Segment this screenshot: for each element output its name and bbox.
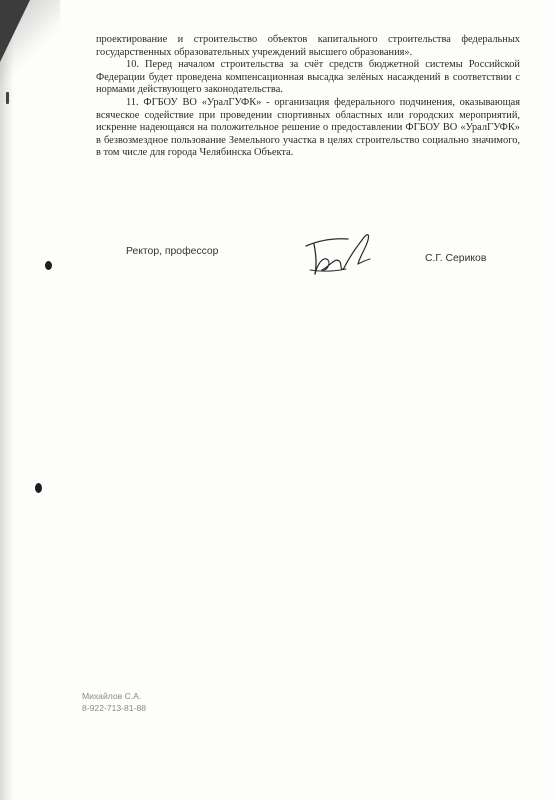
executor-name: Михайлов С.А. — [82, 691, 142, 701]
handwritten-signature — [300, 226, 380, 282]
paragraph-item-11: 11. ФГБОУ ВО «УралГУФК» - организация федерального подчинения, оказывающая всяческое содействие при проведении спортивных областных или городских мероприятий, искренне надеющаяся на положительное решение о предоставлении ФГБОУ ВО «УралГУФК» в безвозмездное пользование Земельного участка в целях строительство социально значимого, в том числе для города Челябинска Объекта. — [96, 96, 520, 159]
letter-body — [96, 34, 520, 160]
hole-punch-mark — [35, 483, 42, 493]
signatory-name: С.Г. Сериков — [425, 253, 487, 264]
signatory-title: Ректор, профессор — [126, 246, 219, 257]
executor-info — [82, 690, 146, 714]
scan-edge-shadow — [0, 0, 14, 800]
paragraph-item-10: 10. Перед началом строительства за счёт средств бюджетной системы Российской Федерации будет проведена компенсационная высадка зелёных насаждений в соответствии с нормами действующего законодательства. — [96, 59, 520, 96]
scan-speck — [6, 92, 9, 104]
folded-corner — [0, 0, 30, 62]
hole-punch-mark — [45, 261, 52, 270]
paragraph-continuation: проектирование и строительство объектов капитального строительства федеральных государственных образовательных учреждений высшего образования». — [96, 34, 520, 58]
executor-phone: 8-922-713-81-88 — [82, 703, 147, 713]
